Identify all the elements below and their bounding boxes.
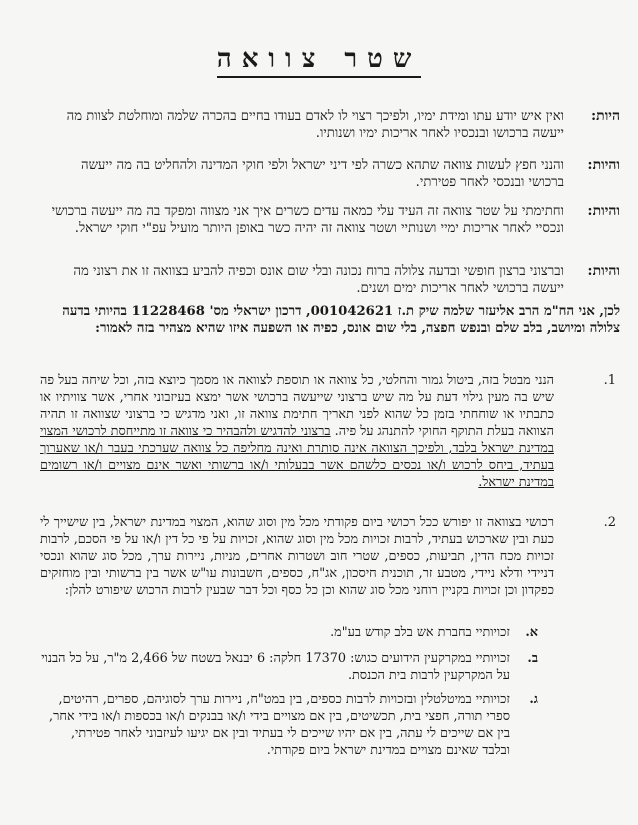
subsection-text: זכויותיי במיטלטלין ובזכויות לרבות כספים, בין במט"ח, ניירות ערך לסוגיהם, ספרים, רהיטים, ספרי תורה, חפצי בית, תכשיטים, בין אם מצויים בידי ו/או בבנקים ו/או בכספות ו/או בידי אחר, בין אם שייכים לי עתה, בין אם יהיו שייכים לי בעתיד ובין אם יגיעו לעיזבוני לאחר פטירתי, ובלבד שאינם מצויים במדינת ישראל ביום פקודתי. bbox=[49, 692, 510, 758]
clause-text: וברצוני ברצון חופשי ובדעה צלולה ברוח נכונה ובלי שום אונס וכפיה להביע בצוואה זו את רצוני מה ייעשה ברכושי לאחר אריכות ימים ושנים. bbox=[73, 264, 564, 296]
document-title: שטר צוואה bbox=[0, 44, 638, 74]
subsection-c bbox=[40, 691, 538, 759]
clause-text: וחתימתי על שטר צוואה זה העיד עלי כמאה עדים כשרים איך אני מצווה ומפקד בה מה ייעשה ברכושי ונכסיי לאחר אריכות ימיי ושנותיי ושטר צוואה זה יהיה כשר באופן היותר מועיל עפ"י חוקי ישראל. bbox=[51, 204, 564, 236]
clause-label: והיות: bbox=[587, 203, 620, 219]
clause-label: והיות: bbox=[587, 157, 620, 173]
whereas-clause-3 bbox=[44, 203, 620, 237]
subsection-text: זכויותיי במקרקעין הידועים כגוש: 17370 חלקה: 6 יבנאל בשטח של 2,466 מ"ר, על כל הבנוי על המקרקעין לרבות בית הכנסת. bbox=[41, 651, 510, 683]
section-number: 2. bbox=[603, 515, 616, 530]
subsection-text: זכויותיי בחברת אש בלב קודש בע"מ. bbox=[330, 625, 510, 640]
section-text: רכושי בצוואה זו יפורש ככל רכושי ביום פקודתי מכל מין וסוג שהוא, המצוי במדינת ישראל, בין שישייך לי כעת ובין שארכוש בעתיד, לרבות זכויות מכל מין וסוג שהוא, זכויות על פי כל דין ו/או על פי הסכם, לרבות זכויות מכח הדין, תביעות, כספים, שטרי חוב ושטרות אחרים, מניות, ניירות ערך, מכל סוג שהוא ונכסי דניידי ודלא ניידי, מטבע זר, תוכנית חיסכון, אג"ח, כספים, חשבונות עו"ש אשר בין ברשותי ובין מוחזקים כפקדון וכן זכויות בקניין רוחני מכל סוג שהוא וכן כל כסף וכל דבר שבעין לרבות הרכוש שיפורט להלן: bbox=[40, 515, 554, 598]
section-text-underlined: ברצוני להדגיש ולהבהיר כי צוואה זו מתייחסת לרכושי המצוי במדינת ישראל בלבד, ולפיכך הצוואה אינה סותרת ואינה מחליפה כל צוואה שערכתי בעבר ו/או שאערוך בעתיד, ביחס לרכוש ו/או נכסים כלשהם אשר בבעלותי ו/או ברשותי ואשר אינם מצויים ו/או רשומים במדינת ישראל. bbox=[40, 424, 554, 490]
section-2 bbox=[40, 514, 616, 599]
clause-text: והנני חפץ לעשות צוואה שתהא כשרה לפי דיני ישראל ולפי חוקי המדינה ולהחליט בה מה ייעשה ברכושי ובנכסי לאחר פטירתי. bbox=[80, 158, 564, 190]
subsection-label: ג. bbox=[529, 692, 538, 707]
clause-label: היות: bbox=[590, 108, 620, 124]
whereas-clause-1 bbox=[44, 108, 620, 142]
section-number: 1. bbox=[603, 373, 616, 388]
section-text-plain: הנני מבטל בזה, ביטול גמור והחלטי, כל צוואה או תוספת לצוואה או מסמך כיוצא בזה, וכל שיחה בעל פה שיש בה מעין גילוי דעת על מה שיש ברצוני שייעשה ברכושי אשר ימצא בעיזבוני אחרי, אשר צוויתיו או כתבתיו או שוחחתי בזמן כל שהוא לפני תאריך חתימת צוואה זו, ואני מדגיש כי ברצוני שצוואה זו תהיה הצוואה בעלת התוקף החוקי להתנהג על פיה. bbox=[40, 373, 554, 439]
subsection-label: ב. bbox=[527, 651, 538, 666]
subsection-label: א. bbox=[525, 625, 538, 640]
clause-text: ואין איש יודע עתו ומידת ימיו, ולפיכך רצוי לו לאדם בעודו בחיים בהכרה שלמה ומוחלטת לצוות מה ייעשה ברכושו ובנכסיו לאחר אריכות ימיו ושנותיו. bbox=[66, 109, 564, 141]
subsection-a bbox=[40, 624, 538, 641]
section-1 bbox=[40, 372, 616, 491]
whereas-clause-4 bbox=[44, 263, 620, 297]
whereas-clause-2 bbox=[44, 157, 620, 191]
declaration-intro: לכן, אני הח"מ הרב אליעזר שלמה שיק ת.ז 001042621, דרכון ישראלי מס' 11228468 בהיותי בדעה צלולה ומיושב, בלב שלם ובנפש חפצה, בלי שום אונס, כפיה או השפעה איזו שהיא מצהיר בזה לאמור: bbox=[62, 304, 620, 336]
subsection-b bbox=[40, 650, 538, 684]
section-text bbox=[40, 372, 554, 491]
clause-label: והיות: bbox=[587, 263, 620, 279]
